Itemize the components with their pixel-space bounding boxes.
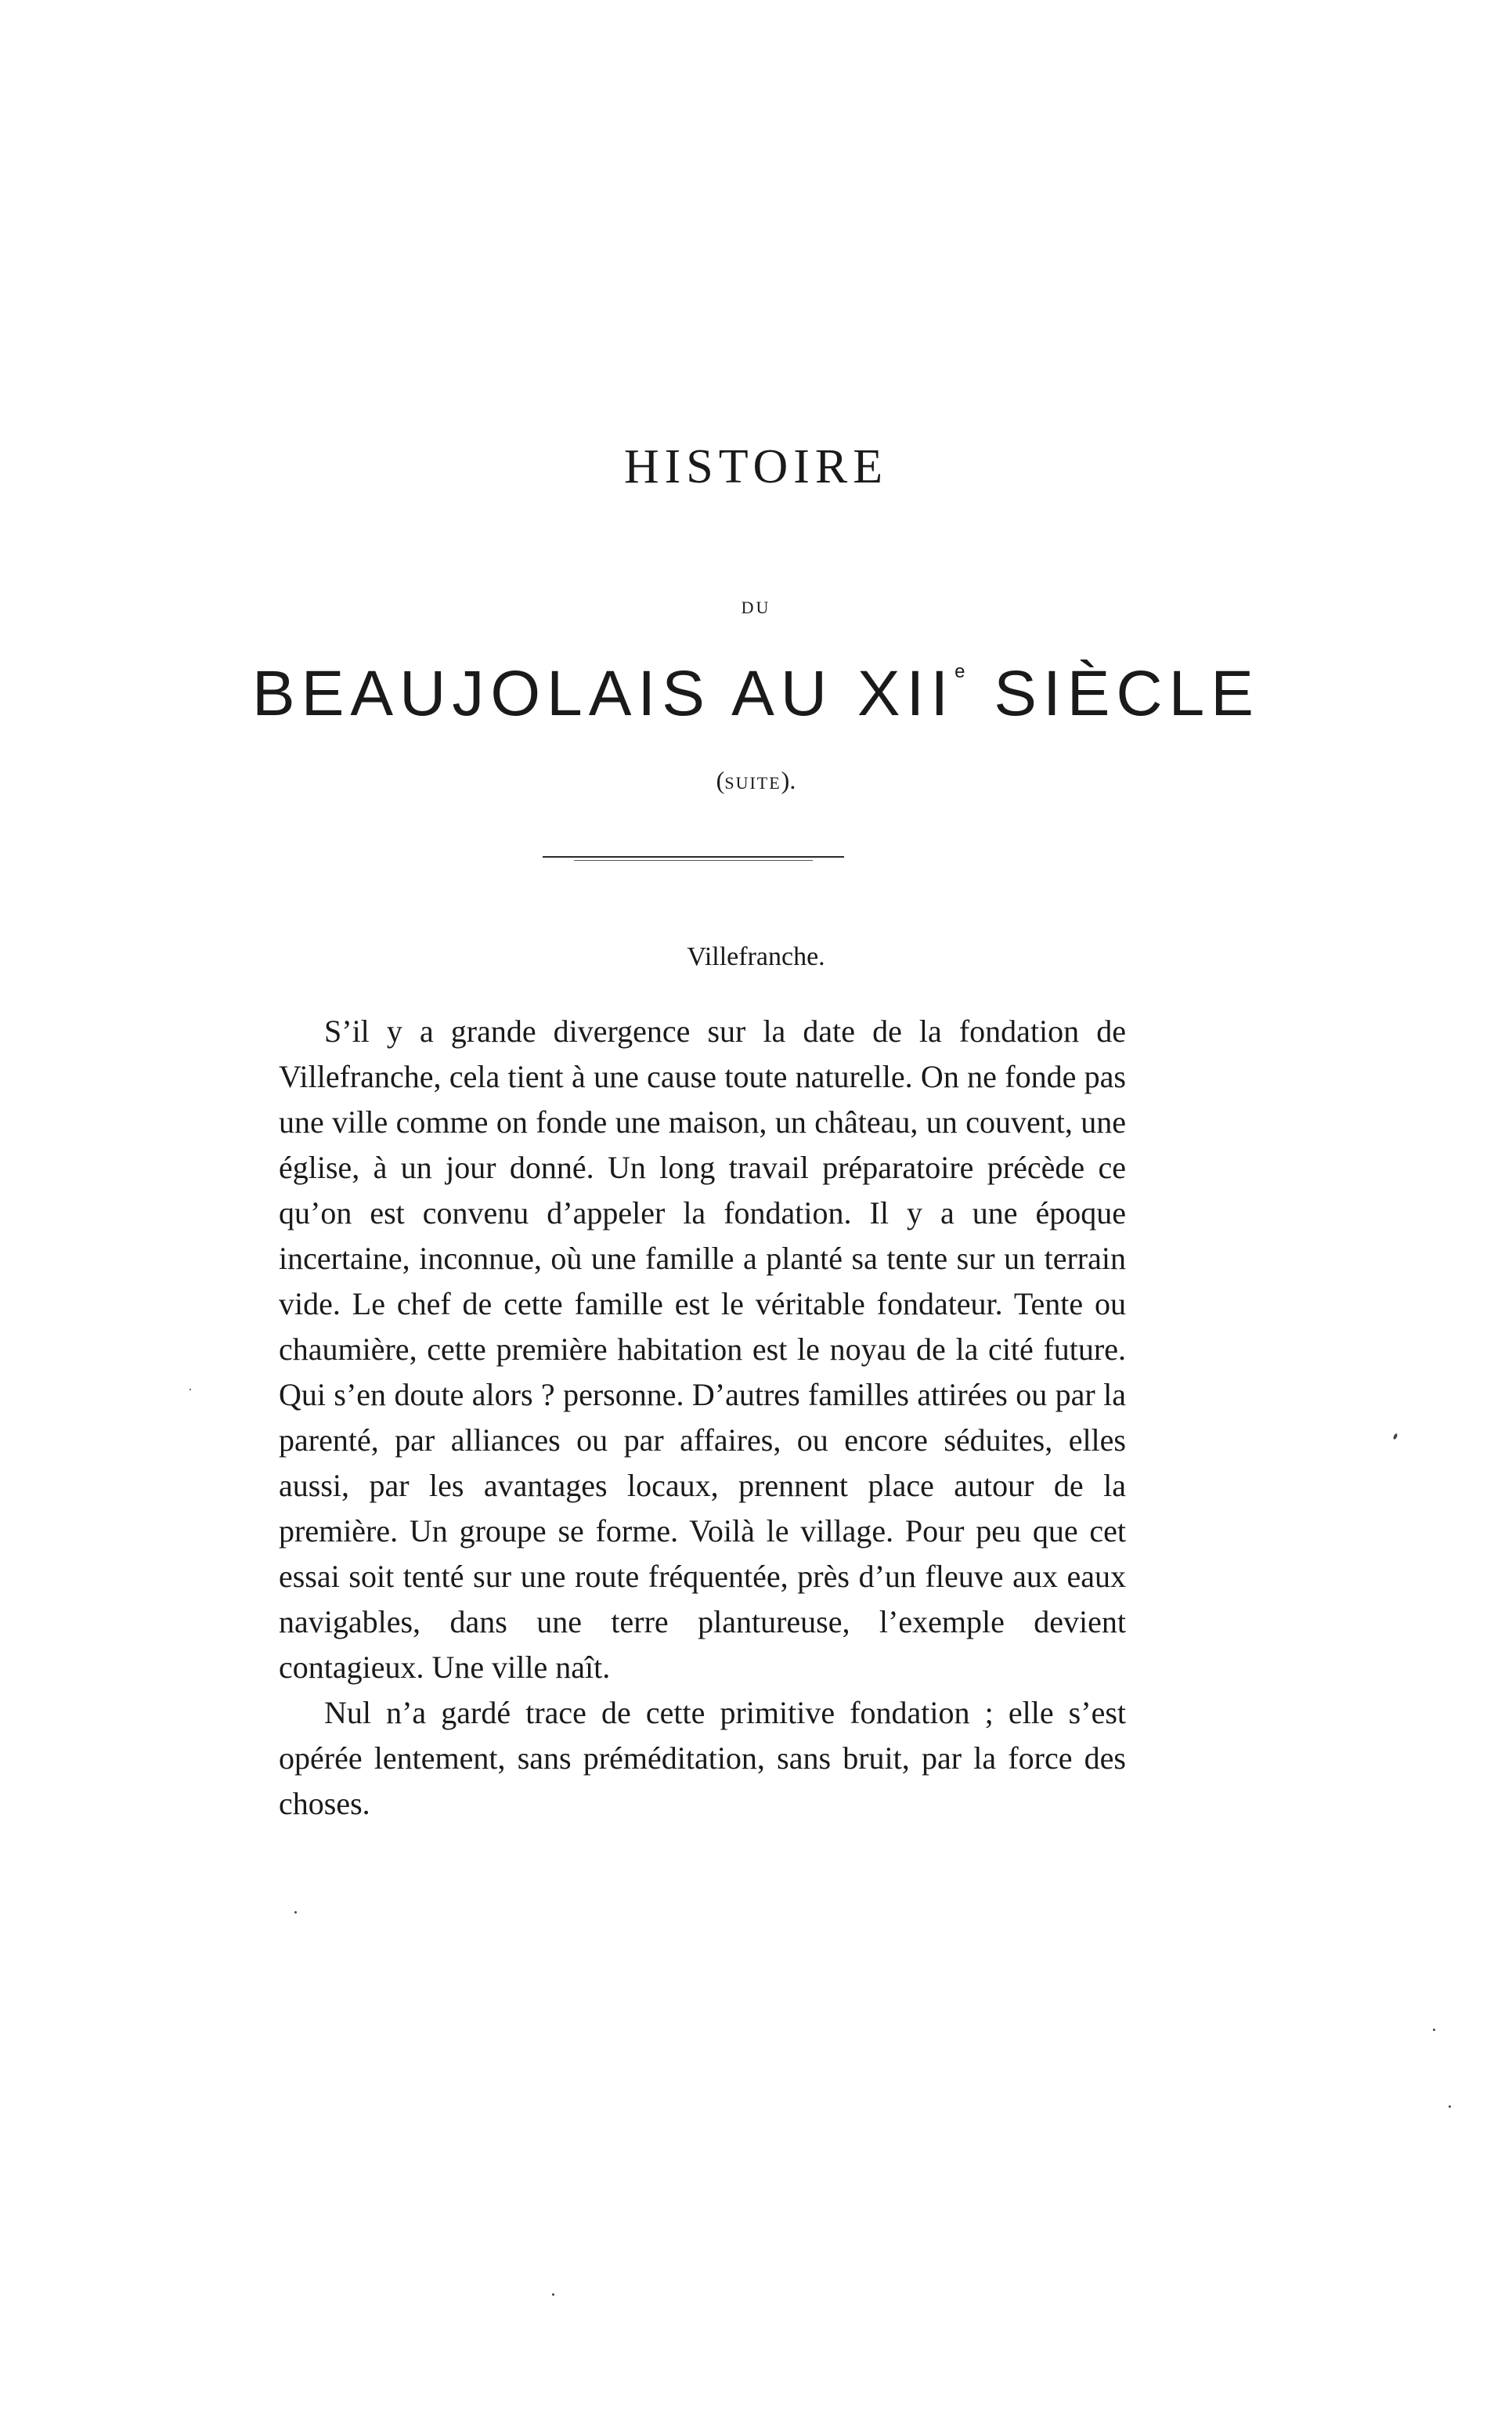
title-subject-main: BEAUJOLAIS AU XII <box>252 658 955 729</box>
paper-speck <box>552 2293 554 2296</box>
title-subject <box>0 658 1512 729</box>
paper-speck <box>1449 2105 1451 2108</box>
suite-label <box>0 768 1512 793</box>
title-subject-end: SIÈCLE <box>994 658 1260 729</box>
paragraph-2: Nul n’a gardé trace de cette primitive fondation ; elle s’est opérée lentement, sans préméditation, sans bruit, par la force des choses. <box>279 1695 1126 1821</box>
paper-speck <box>1433 2029 1435 2031</box>
suite-word: suite <box>724 766 781 794</box>
title-connector: DU <box>741 598 771 617</box>
body-text <box>279 1009 1126 1827</box>
paper-speck <box>1392 1433 1398 1440</box>
paragraph-1: S’il y a grande divergence sur la date de la fondation de Villefranche, cela tient à une cause toute naturelle. On ne fonde pas une ville comme on fonde une maison, un château, un couvent, une église, à un jour donné. Un long travail préparatoire précède ce qu’on est convenu d’appeler la fondation. Il y a une époque incertaine, inconnue, où une famille a planté sa tente sur un terrain vide. Le chef de cette famille est le véritable fondateur. Tente ou chaumière, cette première habitation est le noyau de la cité future. Qui s’en doute alors ? personne. D’autres familles attirées ou par la parenté, par alliances ou par affaires, ou encore séduites, elles aussi, par les avantages locaux, prennent place autour de la première. Un groupe se forme. Voilà le village. Pour peu que cet essai soit tenté sur une route fréquentée, près d’un fleuve aux eaux navigables, dans une terre plantureuse, l’exemple devient contagieux. Une ville naît. <box>279 1014 1126 1685</box>
title-subject-superscript: e <box>954 661 965 682</box>
paper-speck <box>294 1911 297 1913</box>
suite-open: ( <box>716 766 725 794</box>
section-title: Villefranche. <box>687 942 825 971</box>
page-title: HISTOIRE <box>623 440 889 493</box>
decorative-rule <box>543 856 844 858</box>
suite-close: ). <box>781 766 796 794</box>
paper-speck <box>189 1389 191 1390</box>
